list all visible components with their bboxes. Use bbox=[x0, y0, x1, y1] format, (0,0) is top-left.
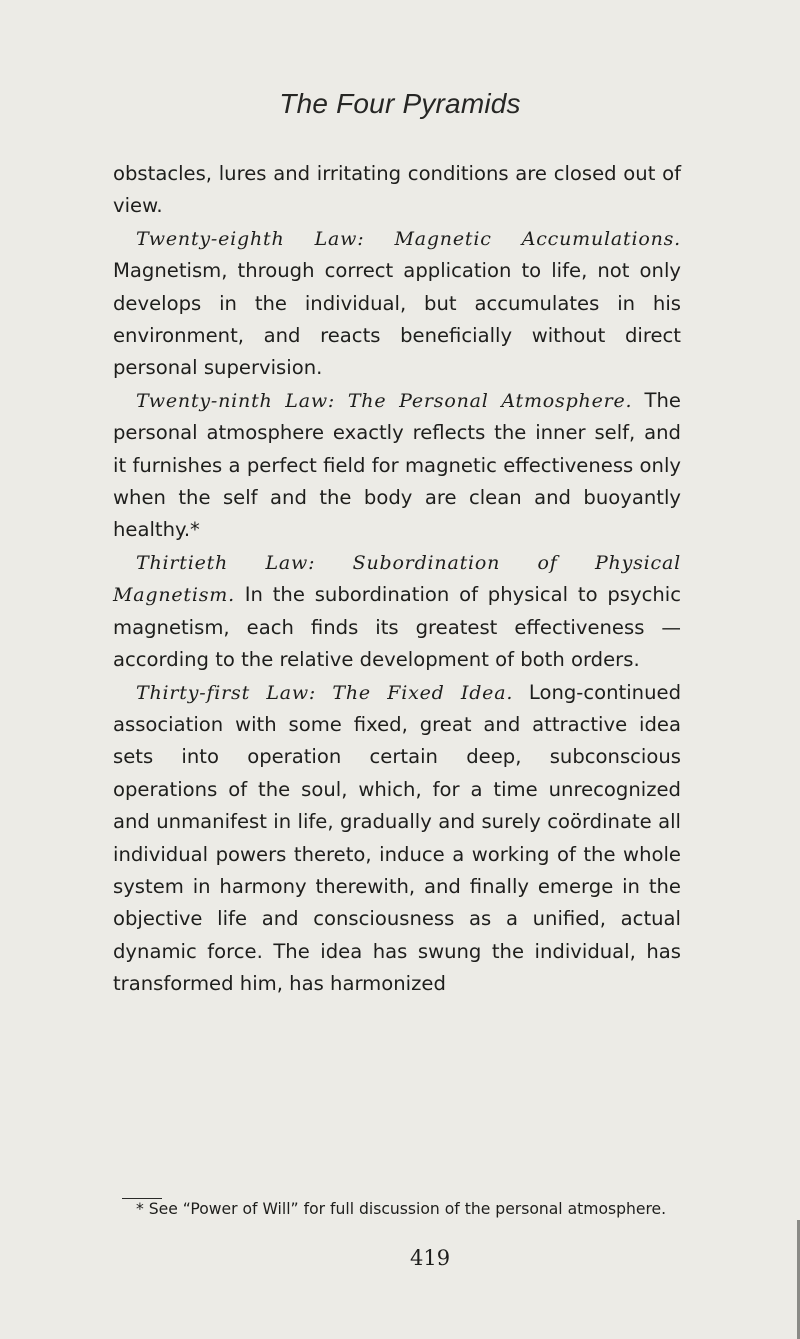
footnote: * See “Power of Will” for full discussion of the personal atmosphere. bbox=[136, 1200, 667, 1218]
law-paragraph-28 bbox=[113, 223, 681, 385]
law-title: Twenty-ninth Law: The Personal Atmosphere. bbox=[136, 389, 633, 412]
law-title: Thirty-first Law: The Fixed Idea. bbox=[136, 681, 514, 704]
opening-paragraph: obstacles, lures and irritating conditions are closed out of view. bbox=[113, 162, 681, 218]
running-head-title: The Four Pyramids bbox=[279, 88, 521, 119]
body-text bbox=[113, 158, 681, 1001]
law-paragraph-29 bbox=[113, 385, 681, 547]
law-text: In the subordination of physical to psychic magnetism, each finds its greatest effectiveness — according to the relative development of both orders. bbox=[113, 583, 681, 672]
page-number: 419 bbox=[410, 1246, 451, 1270]
law-title: Twenty-eighth Law: Magnetic Accumulations. bbox=[136, 227, 681, 250]
law-paragraph-30 bbox=[113, 547, 681, 677]
law-text: Magnetism, through correct application to life, not only develops in the individual, but accumulates in his environment, and reacts beneficially without direct personal supervision. bbox=[113, 259, 681, 380]
law-title: Thirtieth Law: Subordination of Physical Magnetism. bbox=[113, 551, 681, 607]
law-paragraph-31 bbox=[113, 677, 681, 1001]
law-text: Long-continued association with some fixed, great and attractive idea sets into operation certain deep, subconscious operations of the soul, which, for a time unrecognized and unmanifest in life, gradually and surely coördinate all individual powers thereto, induce a working of the whole system in harmony therewith, and finally emerge in the objective life and consciousness as a unified, actual dynamic force. The idea has swung the individual, has transformed him, has harmonized bbox=[113, 680, 682, 996]
law-text: The personal atmosphere exactly reflects the inner self, and it furnishes a perfect field for magnetic effectiveness only when the self and the body are clean and buoyantly healthy.* bbox=[113, 388, 681, 542]
